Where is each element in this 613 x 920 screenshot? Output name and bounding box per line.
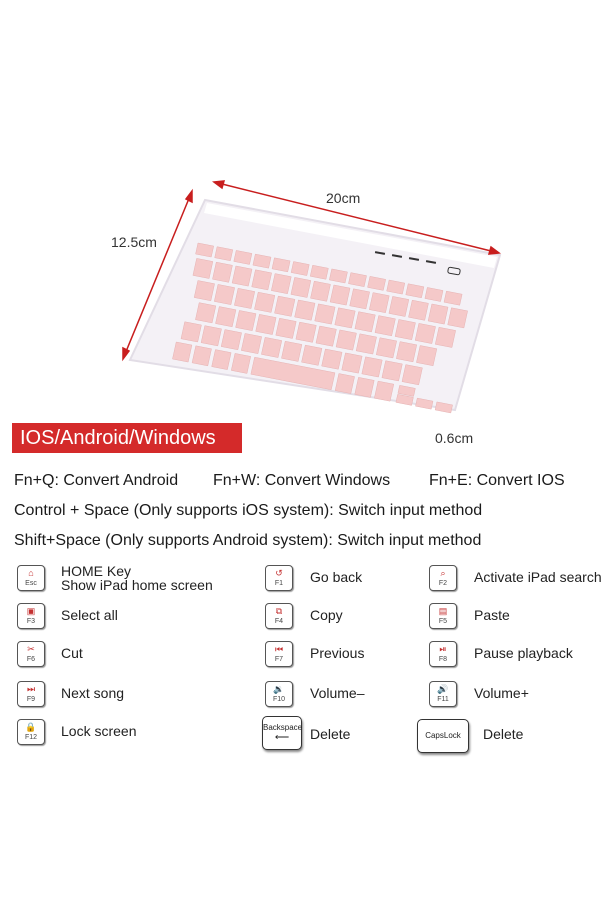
keyboard-key [192, 346, 211, 366]
f5-key-label: Paste [474, 607, 510, 623]
keyboard-key [315, 304, 335, 324]
home-icon: ⌂ [28, 568, 34, 578]
keyboard-key [448, 308, 468, 328]
keyboard-key [254, 292, 274, 312]
keyboard-key [335, 374, 354, 394]
f7-key-label: Previous [310, 645, 365, 661]
keyboard-key [271, 274, 291, 294]
f1-key: ↺ F1 [265, 565, 293, 591]
keyboard-key [322, 349, 342, 369]
capslock-key-label: Delete [483, 726, 524, 742]
search-icon: ⌕ [440, 568, 446, 578]
play-pause-icon: ⏯ [439, 644, 447, 654]
f4-key: ⧉ F4 [265, 603, 293, 629]
esc-key-sublabel: Show iPad home screen [61, 577, 213, 593]
keyboard-key [369, 293, 389, 313]
select-all-icon: ▣ [26, 606, 36, 616]
keyboard-key [212, 350, 231, 370]
shortcut-shift-space: Shift+Space (Only supports Android system): Switch input method [14, 532, 482, 549]
keyboard-key [194, 281, 214, 301]
f11-key-label: Volume+ [474, 685, 529, 701]
thickness-label: 0.6cm [435, 430, 474, 446]
volume-down-icon: 🔉 [273, 684, 285, 694]
shortcut-fn-w: Fn+W: Convert Windows [213, 472, 391, 489]
f9-key: ⏭ F9 [17, 681, 45, 707]
back-icon: ↺ [275, 568, 283, 578]
keyboard-illustration [0, 0, 613, 420]
f12-key-label: Lock screen [61, 723, 137, 739]
keyboard-key [201, 326, 221, 346]
keyboard-key [291, 277, 311, 297]
backspace-key-label: Delete [310, 726, 351, 742]
f9-key-label: Next song [61, 685, 125, 701]
keyboard-key [193, 258, 213, 278]
f8-key-label: Pause playback [474, 645, 573, 661]
keyboard-key [376, 338, 396, 358]
keyboard-key [396, 342, 416, 362]
keyboard-key [409, 300, 429, 320]
keyboard-key [172, 342, 191, 362]
keyboard-key [213, 262, 233, 282]
height-label: 12.5cm [111, 234, 157, 250]
keyboard-key [311, 281, 331, 301]
shortcut-fn-q: Fn+Q: Convert Android [14, 472, 179, 489]
keyboard-key [241, 333, 261, 353]
esc-key-label: HOME Key [61, 563, 132, 579]
lock-icon: 🔒 [25, 722, 37, 732]
keyboard-key [395, 319, 415, 339]
f12-key: 🔒 F12 [17, 719, 45, 745]
keyboard-key [416, 346, 436, 366]
keyboard-key [261, 337, 281, 357]
keyboard-key [231, 353, 250, 373]
keyboard-key [275, 296, 295, 316]
keyboard-key [234, 288, 254, 308]
copy-icon: ⧉ [275, 606, 283, 616]
keyboard-key [428, 304, 448, 324]
keyboard-key [356, 334, 376, 354]
f11-key: 🔊 F11 [429, 681, 457, 707]
f5-key: ▤ F5 [429, 603, 457, 629]
keyboard-key [382, 361, 402, 381]
keyboard-key [435, 327, 455, 347]
keyboard-key [302, 345, 322, 365]
keyboard-key [336, 330, 356, 350]
f4-key-label: Copy [310, 607, 343, 623]
f6-key-label: Cut [61, 645, 83, 661]
keyboard-key [355, 377, 374, 397]
keyboard-key [362, 357, 382, 377]
keyboard-key [276, 318, 296, 338]
previous-icon: ⏮ [274, 644, 284, 654]
keyboard-key [342, 353, 362, 373]
backspace-arrow-icon: ⟵ [274, 732, 290, 743]
keyboard-key [316, 326, 336, 346]
keyboard-key [355, 312, 375, 332]
next-icon: ⏭ [26, 684, 36, 694]
keyboard-key [335, 308, 355, 328]
keyboard-key [402, 365, 422, 385]
keyboard-key [295, 300, 315, 320]
volume-up-icon: 🔊 [437, 684, 449, 694]
keyboard-key [330, 285, 350, 305]
f10-key: 🔉 F10 [265, 681, 293, 707]
paste-icon: ▤ [438, 606, 448, 616]
keyboard-key [374, 381, 393, 401]
keyboard-key [221, 330, 241, 350]
keyboard-key [232, 266, 252, 286]
keyboard-key [216, 307, 236, 327]
esc-key: ⌂ Esc [17, 565, 45, 591]
keyboard-key [256, 314, 276, 334]
keyboard-key [281, 341, 301, 361]
f8-key: ⏯ F8 [429, 641, 457, 667]
f2-key: ⌕ F2 [429, 565, 457, 591]
f3-key-label: Select all [61, 607, 118, 623]
keyboard-key [236, 310, 256, 330]
f1-key-label: Go back [310, 569, 363, 585]
shortcut-ctrl-space: Control + Space (Only supports iOS system): Switch input method [14, 502, 483, 519]
capslock-key: CapsLock [417, 719, 469, 753]
keyboard-key [389, 296, 409, 316]
os-banner: IOS/Android/Windows [12, 423, 242, 453]
f6-key: ✂ F6 [17, 641, 45, 667]
keyboard-key [252, 270, 272, 290]
keyboard-key [350, 289, 370, 309]
f3-key: ▣ F3 [17, 603, 45, 629]
keyboard-key [214, 284, 234, 304]
f7-key: ⏮ F7 [265, 641, 293, 667]
keyboard-key [181, 322, 201, 342]
keyboard-key [296, 322, 316, 342]
keyboard-key [375, 316, 395, 336]
f2-key-label: Activate iPad search [474, 569, 602, 585]
width-label: 20cm [326, 190, 361, 206]
keyboard-key [415, 323, 435, 343]
backspace-key: Backspace ⟵ [262, 716, 302, 750]
cut-icon: ✂ [27, 644, 35, 654]
f10-key-label: Volume– [310, 685, 365, 701]
shortcut-fn-e: Fn+E: Convert IOS [429, 472, 565, 489]
keyboard-key [195, 303, 215, 323]
